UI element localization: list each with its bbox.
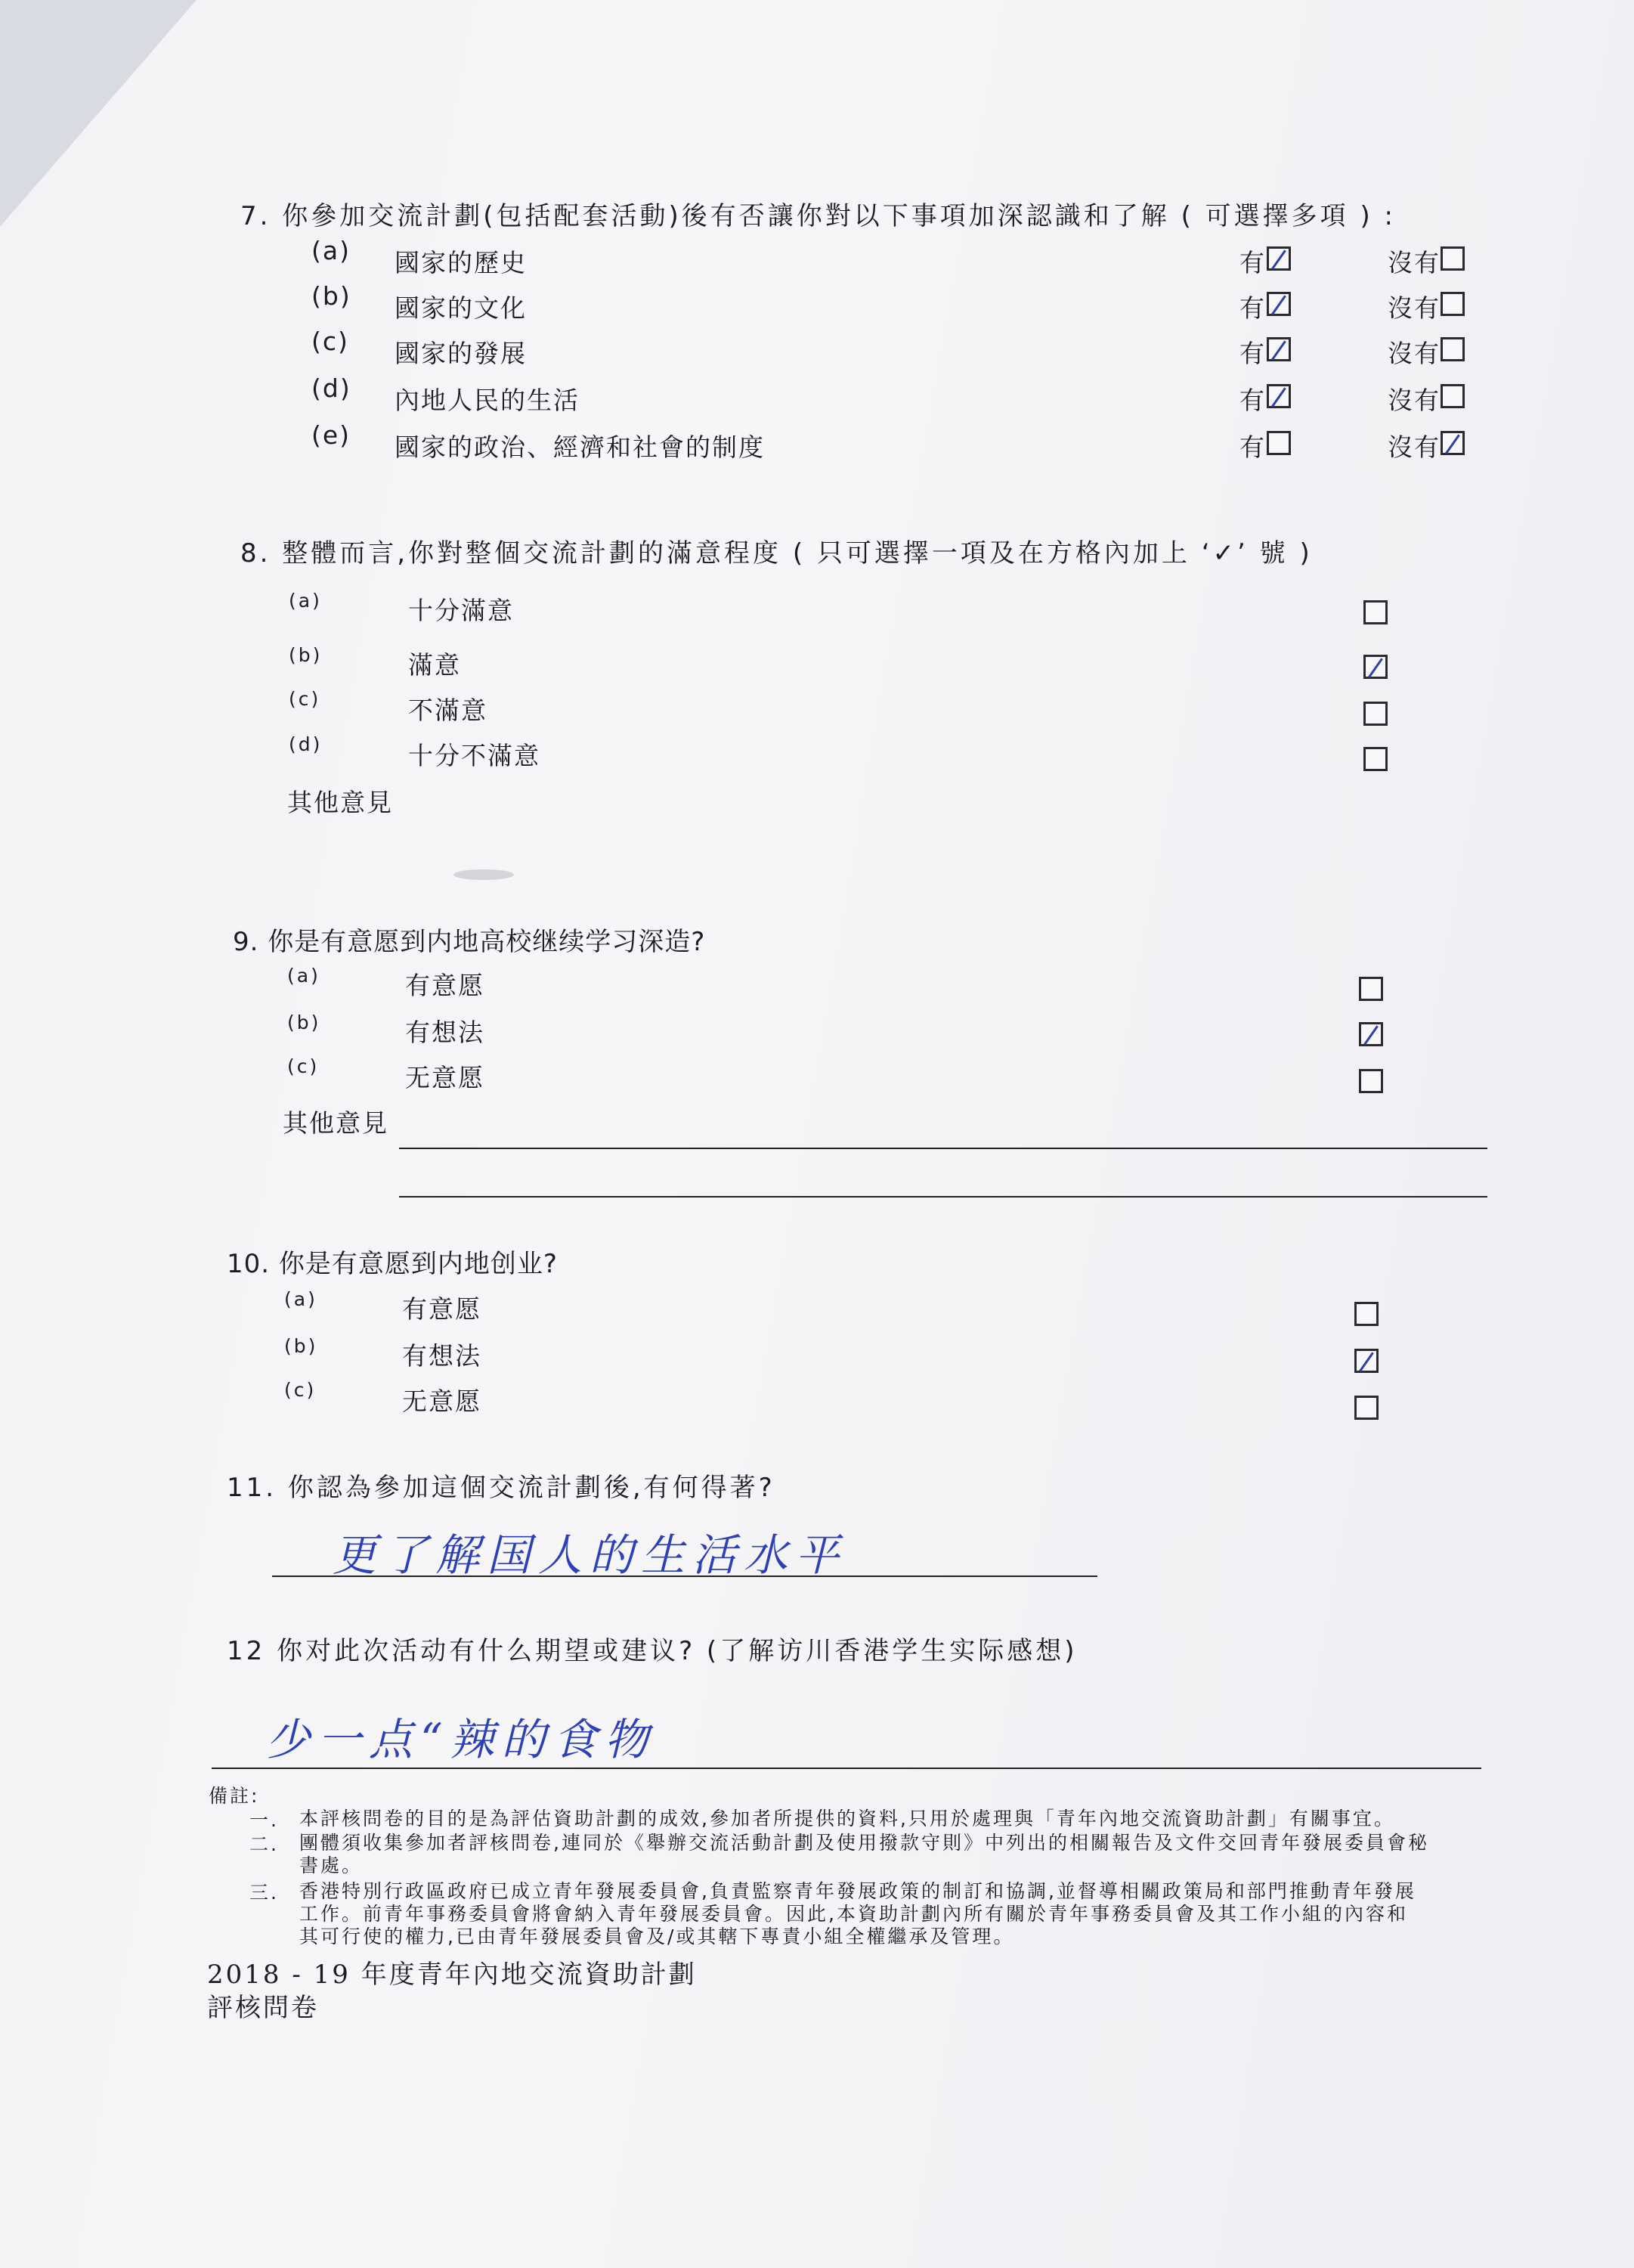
q10-b-checkbox[interactable] (1354, 1349, 1379, 1373)
q8-question: 8. 整體而言,你對整個交流計劃的滿意程度 ( 只可選擇一項及在方格內加上 ‘✓’ 號 ) (240, 538, 1313, 569)
q7-e-no-label: 沒有 (1388, 432, 1441, 462)
q10-question: 10. 你是有意愿到内地创业? (227, 1249, 558, 1279)
q9-a-checkbox[interactable] (1359, 977, 1383, 1001)
q7-c-text: 國家的發展 (395, 339, 527, 368)
q7-a-yes-checkbox[interactable] (1267, 246, 1291, 271)
q7-c-yes-label: 有 (1239, 339, 1266, 368)
q9-c-text: 无意愿 (405, 1063, 484, 1092)
q7-d-no-label: 沒有 (1388, 386, 1441, 415)
q8-d-letter: (d) (289, 733, 323, 755)
q8-d-text: 十分不滿意 (408, 741, 540, 770)
q12-handwritten-answer: 少一点“辣的食物 (266, 1714, 656, 1765)
footer-line-2: 評核問卷 (207, 1993, 319, 2023)
note-2-text-cont: 書處。 (299, 1854, 364, 1876)
q7-e-yes-checkbox[interactable] (1267, 431, 1291, 455)
q7-c-no-label: 沒有 (1388, 339, 1441, 368)
footer-line-1: 2018 - 19 年度青年內地交流資助計劃 (207, 1960, 697, 1990)
q7-c-no-checkbox[interactable] (1441, 337, 1465, 361)
q7-d-no-checkbox[interactable] (1441, 384, 1465, 408)
q10-c-checkbox[interactable] (1354, 1396, 1379, 1420)
q8-a-checkbox[interactable] (1363, 600, 1388, 624)
q9-other-label: 其他意見 (283, 1108, 388, 1138)
q8-a-letter: (a) (289, 590, 322, 612)
note-3-text-cont2: 其可行使的權力,已由青年發展委員會及/或其轄下專責小組全權繼承及管理。 (299, 1926, 1015, 1947)
q7-b-no-label: 沒有 (1388, 293, 1441, 323)
q7-b-text: 國家的文化 (395, 293, 527, 323)
q8-b-text: 滿意 (408, 650, 461, 680)
note-3-text: 香港特別行政區政府已成立青年發展委員會,負責監察青年發展政策的制訂和協調,並督導相關政策局和部門推動青年發展 (299, 1880, 1416, 1902)
q7-d-text: 內地人民的生活 (395, 386, 580, 415)
q7-c-yes-checkbox[interactable] (1267, 337, 1291, 361)
note-1-text: 本評核問卷的目的是為評估資助計劃的成效,參加者所提供的資料,只用於處理與「青年內地交流資助計劃」有關事宜。 (299, 1808, 1395, 1830)
q8-c-letter: (c) (289, 688, 321, 710)
q12-question: 12 你对此次活动有什么期望或建议? (了解访川香港学生实际感想) (227, 1636, 1078, 1666)
q9-other-line-2[interactable] (399, 1196, 1487, 1198)
q10-c-text: 无意愿 (402, 1387, 481, 1416)
q7-a-text: 國家的歷史 (395, 248, 527, 277)
q10-a-text: 有意愿 (402, 1294, 481, 1324)
q8-a-text: 十分滿意 (408, 596, 514, 625)
q8-other-label: 其他意見 (287, 788, 393, 817)
q9-a-letter: (a) (287, 965, 320, 987)
q10-a-letter: (a) (284, 1288, 317, 1310)
q8-c-text: 不滿意 (408, 696, 487, 725)
q7-a-no-label: 沒有 (1388, 248, 1441, 277)
note-2-text: 團體須收集參加者評核問卷,連同於《舉辦交流活動計劃及使用撥款守則》中列出的相關報告及文件交回青年發展委員會秘 (299, 1832, 1429, 1854)
q9-other-line-1[interactable] (399, 1148, 1487, 1149)
q7-e-no-checkbox[interactable] (1441, 431, 1465, 455)
q7-d-yes-checkbox[interactable] (1267, 384, 1291, 408)
q7-b-yes-label: 有 (1239, 293, 1266, 323)
q7-b-yes-checkbox[interactable] (1267, 292, 1291, 316)
q11-answer-line[interactable] (272, 1576, 1097, 1577)
note-2-num: 二. (249, 1833, 279, 1855)
q9-c-letter: (c) (287, 1055, 320, 1077)
q7-d-yes-label: 有 (1239, 386, 1266, 415)
q10-a-checkbox[interactable] (1354, 1302, 1379, 1326)
q7-question: 7. 你參加交流計劃(包括配套活動)後有否讓你對以下事項加深認識和了解 ( 可選擇多項 ) : (240, 201, 1396, 231)
note-1-num: 一. (249, 1809, 279, 1831)
folded-corner (0, 0, 197, 227)
q10-b-letter: (b) (284, 1335, 318, 1357)
q8-c-checkbox[interactable] (1363, 702, 1388, 726)
note-3-num: 三. (249, 1882, 279, 1904)
q7-a-letter: (a) (311, 236, 351, 265)
q9-question: 9. 你是有意愿到内地高校继续学习深造? (233, 927, 706, 957)
q8-b-letter: (b) (289, 644, 323, 666)
q7-e-yes-label: 有 (1239, 432, 1266, 462)
q7-a-no-checkbox[interactable] (1441, 246, 1465, 271)
q9-b-checkbox[interactable] (1359, 1022, 1383, 1046)
q9-b-text: 有想法 (405, 1018, 484, 1047)
q11-handwritten-answer: 更了解国人的生活水平 (333, 1529, 847, 1581)
q7-e-text: 國家的政治、經濟和社會的制度 (395, 432, 765, 462)
q12-answer-line[interactable] (212, 1768, 1481, 1769)
q7-c-letter: (c) (311, 327, 349, 356)
ink-smudge (453, 869, 514, 880)
q7-e-letter: (e) (311, 420, 351, 450)
q9-c-checkbox[interactable] (1359, 1069, 1383, 1093)
q9-a-text: 有意愿 (405, 971, 484, 1000)
note-3-text-cont: 工作。前青年事務委員會將會納入青年發展委員會。因此,本資助計劃內所有關於青年事務委員會及其工作小組的內容和 (299, 1903, 1408, 1925)
q8-d-checkbox[interactable] (1363, 747, 1388, 771)
q7-b-no-checkbox[interactable] (1441, 292, 1465, 316)
q10-b-text: 有想法 (402, 1341, 481, 1371)
q10-c-letter: (c) (284, 1379, 317, 1401)
q9-b-letter: (b) (287, 1012, 321, 1033)
q11-question: 11. 你認為參加這個交流計劃後,有何得著? (227, 1473, 775, 1503)
q7-a-yes-label: 有 (1239, 248, 1266, 277)
q7-b-letter: (b) (311, 281, 351, 311)
q7-d-letter: (d) (311, 373, 351, 403)
notes-heading: 備註: (209, 1785, 260, 1807)
q8-b-checkbox[interactable] (1363, 655, 1388, 679)
